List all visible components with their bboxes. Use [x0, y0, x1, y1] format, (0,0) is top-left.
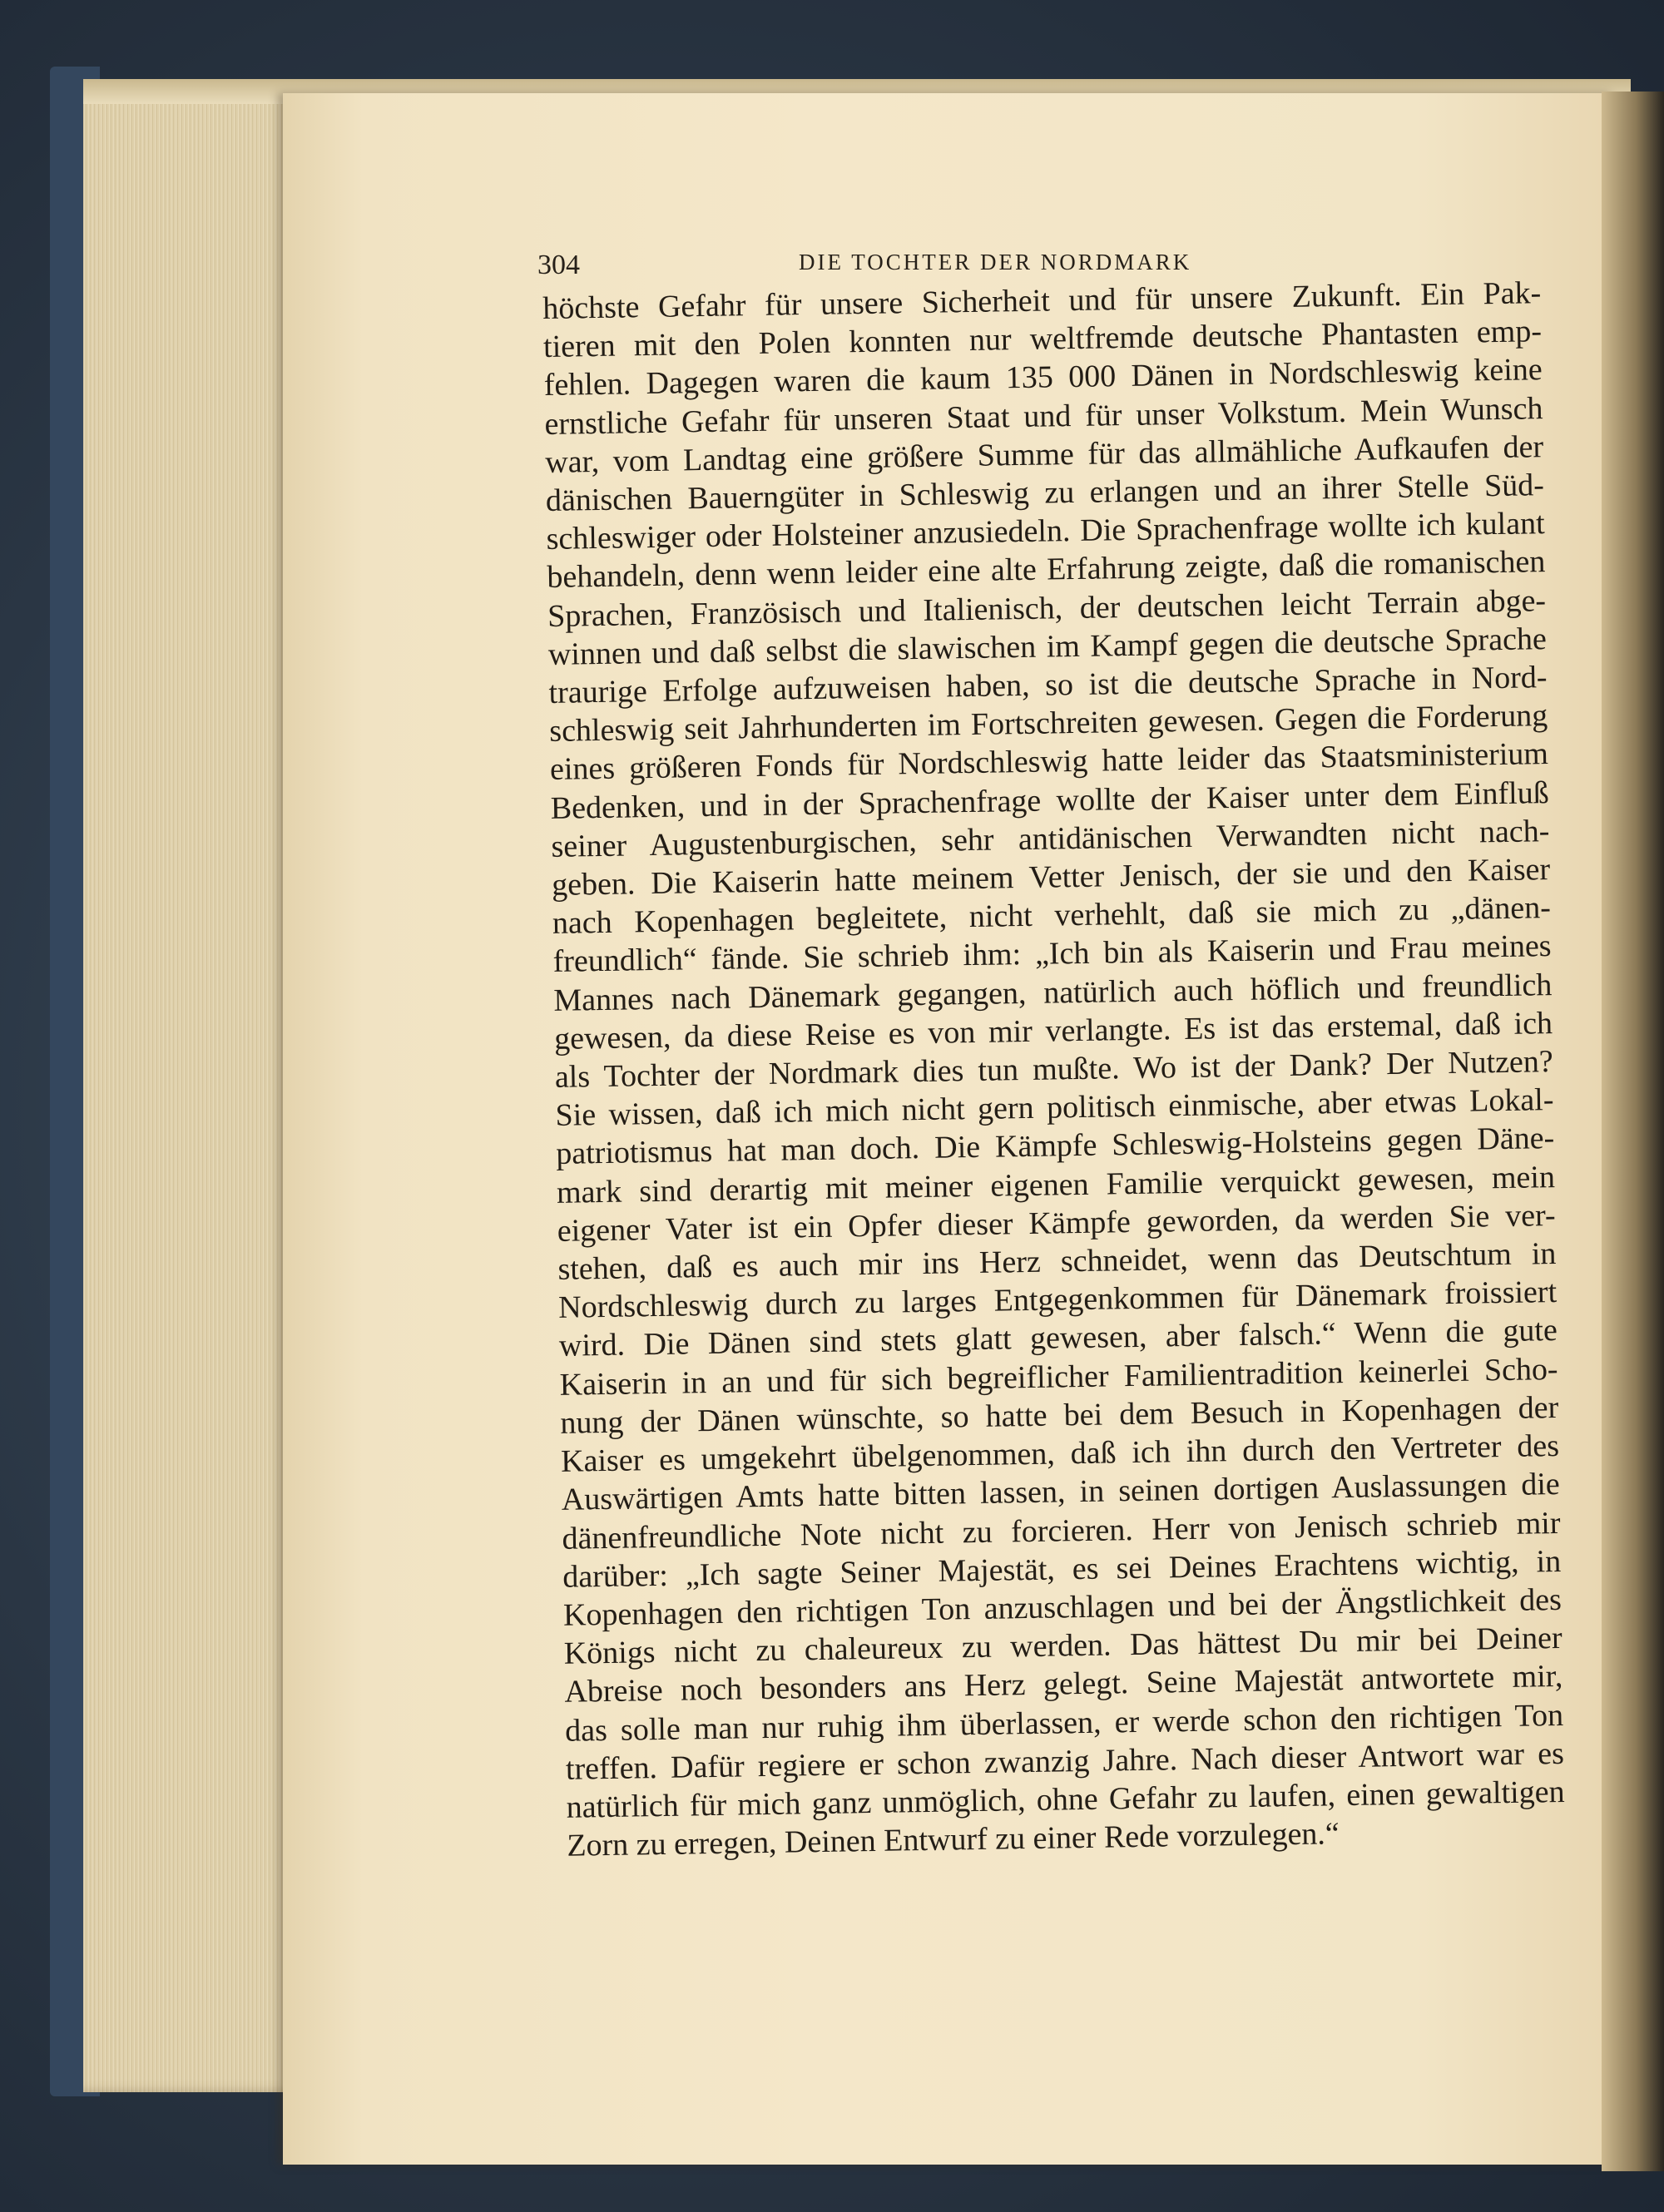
running-head: DIE TOCHTER DER NORDMARK: [799, 250, 1192, 275]
text-line: Mannes nach Dänemark gegangen, natürlich auch höflich und freundlich: [553, 967, 1553, 1018]
text-line: winnen und daß selbst die slawischen im Kampf gegen die deutsche Sprache: [547, 621, 1548, 672]
text-line: geben. Die Kaiserin hatte meinem Vetter Jenisch, der sie und den Kaiser: [551, 852, 1551, 903]
text-line: Zorn zu erregen, Deinen Entwurf zu einer Rede vorzulegen.“: [567, 1816, 1340, 1863]
book-gutter: [1602, 92, 1664, 2171]
text-line: gewesen, da diese Reise es von mir verlangte. Es ist das erstemal, daß ich: [553, 1005, 1553, 1057]
text-line: patriotismus hat man doch. Die Kämpfe Schleswig-Holsteins gegen Däne-: [555, 1121, 1555, 1172]
text-line: schleswiger oder Holsteiner anzusiedeln. Die Sprachenfrage wollte ich kulant: [546, 506, 1545, 557]
text-line: war, vom Landtag eine größere Summe für das allmähliche Aufkaufen der: [544, 428, 1544, 480]
text-line: traurige Erfolge aufzuweisen haben, so ist die deutsche Sprache in Nord-: [548, 660, 1548, 710]
text-line: eigener Vater ist ein Opfer dieser Kämpfe geworden, da werden Sie ver-: [557, 1197, 1556, 1249]
text-line: Abreise noch besonders ans Herz gelegt. Seine Majestät antwortete mir,: [564, 1659, 1563, 1710]
text-line: ernstliche Gefahr für unseren Staat und für unser Volkstum. Mein Wunsch: [544, 390, 1543, 442]
text-line: wird. Die Dänen sind stets glatt gewesen, aber falsch.“ Wenn die gute: [558, 1313, 1558, 1364]
text-line: Kaiser es umgekehrt übelgenommen, daß ich ihn durch den Vertreter des: [560, 1428, 1560, 1479]
text-line: fehlen. Dagegen waren die kaum 135 000 Dänen in Nordschleswig keine: [543, 352, 1543, 403]
text-line: Kaiserin in an und für sich begreiflicher Familientradition keinerlei Scho-: [559, 1351, 1558, 1403]
text-line: dänenfreundliche Note nicht zu forcieren. Herr von Jenisch schrieb mir: [562, 1505, 1561, 1556]
text-line: Königs nicht zu chaleureux zu werden. Das hättest Du mir bei Deiner: [563, 1621, 1562, 1671]
text-line: stehen, daß es auch mir ins Herz schneidet, wenn das Deutschtum in: [557, 1236, 1557, 1287]
text-line: Bedenken, und in der Sprachenfrage wollte der Kaiser unter dem Einfluß: [550, 774, 1549, 826]
text-line: Kopenhagen den richtigen Ton anzuschlagen und bei der Ängstlichkeit des: [562, 1581, 1562, 1633]
text-line: natürlich für mich ganz unmöglich, ohne Gefahr zu laufen, einen gewaltigen: [566, 1774, 1565, 1825]
text-line: nach Kopenhagen begleitete, nicht verhehlt, daß sie mich zu „dänen-: [552, 890, 1552, 942]
text-line: schleswig seit Jahrhunderten im Fortschreiten gewesen. Gegen die Forderung: [549, 698, 1548, 750]
body-text: [542, 274, 1566, 1865]
text-line: eines größeren Fonds für Nordschleswig hatte leider das Staatsministerium: [549, 736, 1549, 788]
text-line: als Tochter der Nordmark dies tun mußte. Wo ist der Dank? Der Nutzen?: [554, 1044, 1554, 1095]
text-line: das solle man nur ruhig ihm überlassen, er werde schon den richtigen Ton: [564, 1697, 1564, 1749]
text-line: höchste Gefahr für unsere Sicherheit und für unsere Zukunft. Ein Pak-: [542, 275, 1542, 326]
text-line: Sprachen, Französisch und Italienisch, der deutschen leicht Terrain abge-: [547, 582, 1547, 634]
text-line: darüber: „Ich sagte Seiner Majestät, es sei Deines Erachtens wichtig, in: [562, 1543, 1562, 1595]
text-line: Sie wissen, daß ich mich nicht gern politisch einmische, aber etwas Lokal-: [555, 1082, 1554, 1134]
text-line: treffen. Dafür regiere er schon zwanzig Jahre. Nach dieser Antwort war es: [565, 1735, 1565, 1787]
text-line: nung der Dänen wünschte, so hatte bei dem Besuch in Kopenhagen der: [560, 1389, 1559, 1441]
page-number: 304: [537, 250, 580, 280]
text-line: Nordschleswig durch zu larges Entgegenkommen für Dänemark froissiert: [557, 1274, 1558, 1326]
page-stack-edges: [83, 79, 300, 2092]
text-line: behandeln, denn wenn leider eine alte Erfahrung zeigte, daß die romanischen: [547, 544, 1546, 596]
text-line: dänischen Bauerngüter in Schleswig zu erlangen und an ihrer Stelle Süd-: [545, 468, 1545, 518]
text-line: tieren mit den Polen konnten nur weltfremde deutsche Phantasten emp-: [542, 314, 1543, 365]
text-line: Auswärtigen Amts hatte bitten lassen, in seinen dortigen Auslassungen die: [561, 1467, 1561, 1518]
text-line: seiner Augustenburgischen, sehr antidänischen Verwandten nicht nach-: [551, 813, 1550, 864]
text-line: freundlich“ fände. Sie schrieb ihm: „Ich bin als Kaiserin und Frau meines: [552, 928, 1552, 980]
text-line: mark sind derartig mit meiner eigenen Familie verquickt gewesen, mein: [556, 1159, 1556, 1210]
